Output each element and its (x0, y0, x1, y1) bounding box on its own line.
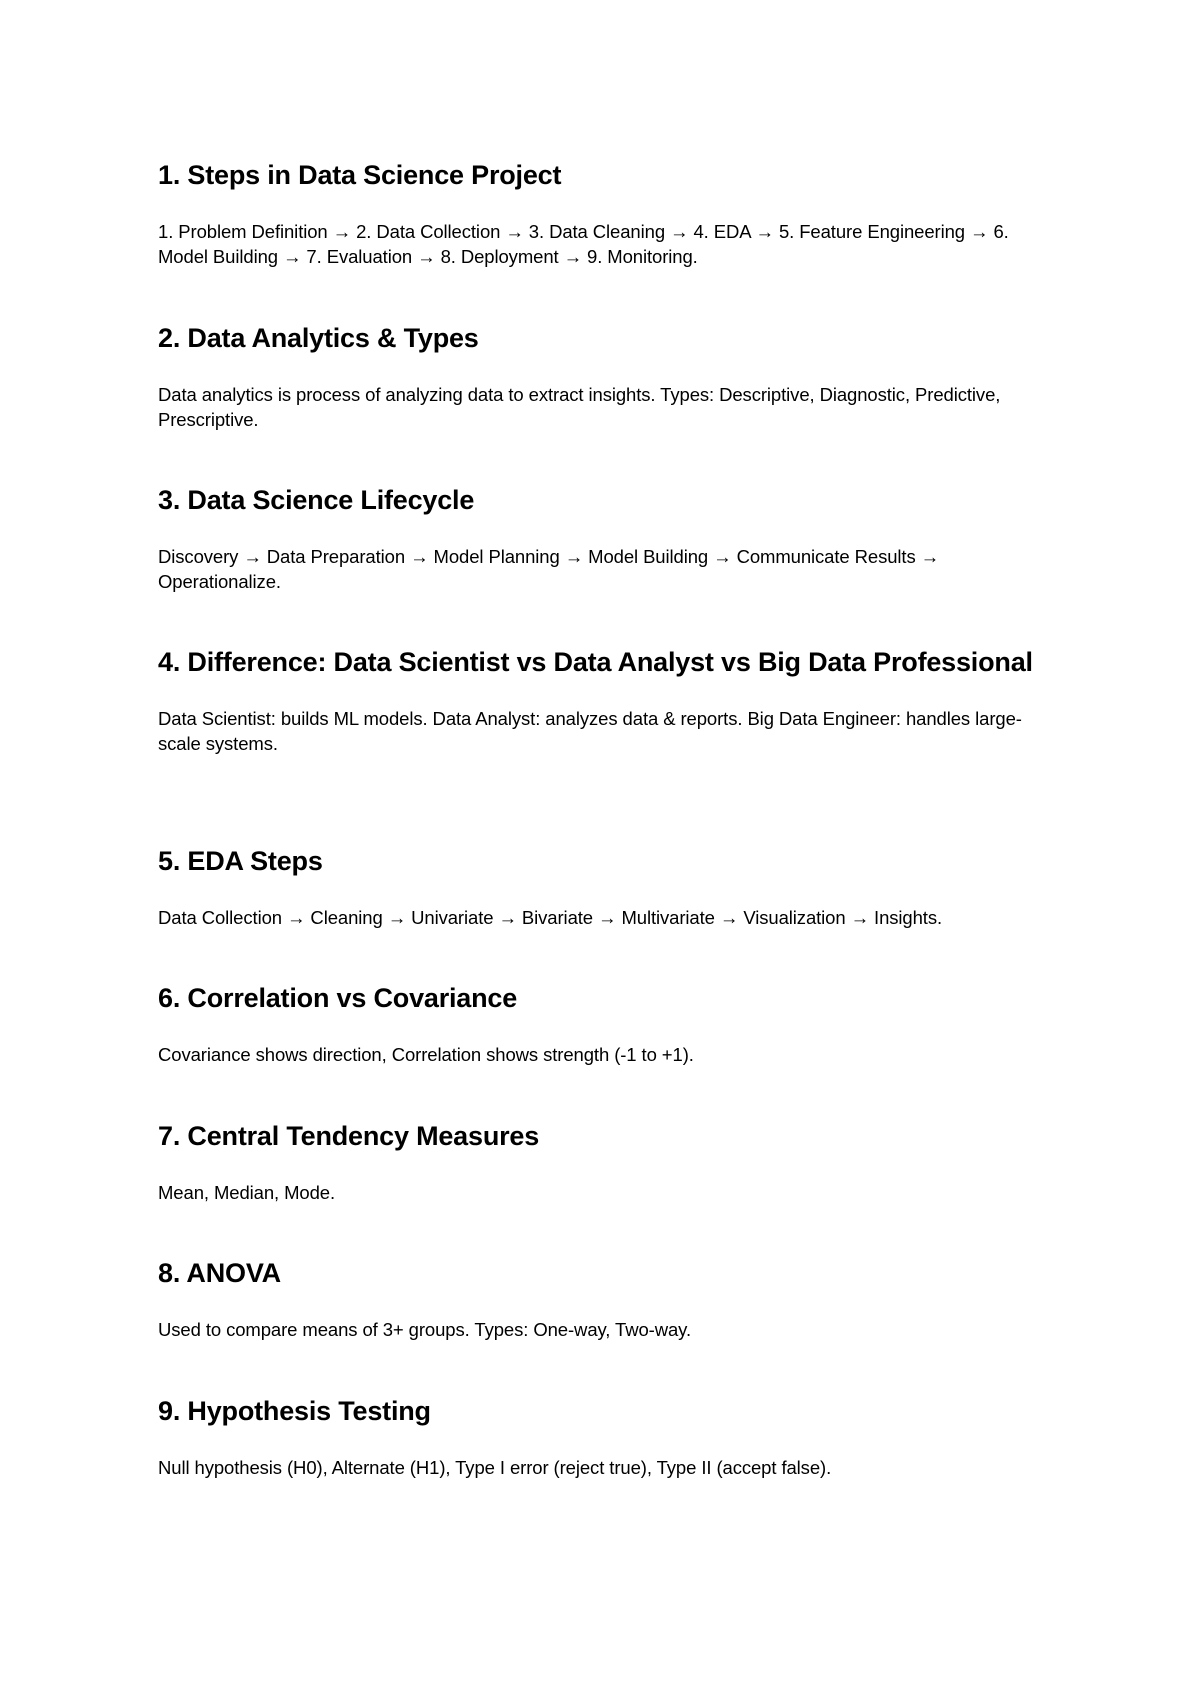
section-heading: 9. Hypothesis Testing (158, 1396, 431, 1426)
section-correlation-vs-covariance (158, 980, 1058, 1067)
section-heading: 7. Central Tendency Measures (158, 1121, 540, 1151)
section-anova (158, 1255, 1058, 1342)
section-heading: 4. Difference: Data Scientist vs Data Analyst vs Big Data Professional (158, 647, 1033, 677)
section-steps-in-data-science-project (158, 157, 1058, 269)
section-heading: 5. EDA Steps (158, 846, 323, 876)
section-data-roles-difference (158, 644, 1058, 756)
section-body: Covariance shows direction, Correlation shows strength (-1 to +1). (158, 1044, 694, 1065)
section-body: 1. Problem Definition → 2. Data Collection → 3. Data Cleaning → 4. EDA → 5. Feature Engineering → 6. Model Building → 7. Evaluation → 8. Deployment → 9. Monitoring. (158, 221, 1009, 267)
section-data-analytics-types (158, 320, 1058, 432)
section-heading: 1. Steps in Data Science Project (158, 160, 562, 190)
section-central-tendency-measures (158, 1118, 1058, 1205)
section-hypothesis-testing (158, 1393, 1058, 1480)
section-eda-steps (158, 843, 1058, 930)
section-body: Used to compare means of 3+ groups. Types: One-way, Two-way. (158, 1319, 691, 1340)
section-heading: 8. ANOVA (158, 1258, 281, 1288)
section-body: Data Collection → Cleaning → Univariate → Bivariate → Multivariate → Visualization → Insights. (158, 907, 943, 928)
section-data-science-lifecycle (158, 482, 1058, 594)
section-heading: 3. Data Science Lifecycle (158, 485, 475, 515)
section-body: Null hypothesis (H0), Alternate (H1), Type I error (reject true), Type II (accept false). (158, 1457, 832, 1478)
section-body: Data Scientist: builds ML models. Data Analyst: analyzes data & reports. Big Data Engineer: handles large-scale systems. (158, 708, 1022, 754)
section-body: Mean, Median, Mode. (158, 1182, 336, 1203)
section-body: Discovery → Data Preparation → Model Planning → Model Building → Communicate Results → Operationalize. (158, 546, 940, 592)
section-heading: 2. Data Analytics & Types (158, 323, 479, 353)
section-heading: 6. Correlation vs Covariance (158, 983, 518, 1013)
section-body: Data analytics is process of analyzing data to extract insights. Types: Descriptive, Diagnostic, Predictive, Prescriptive. (158, 384, 1001, 430)
